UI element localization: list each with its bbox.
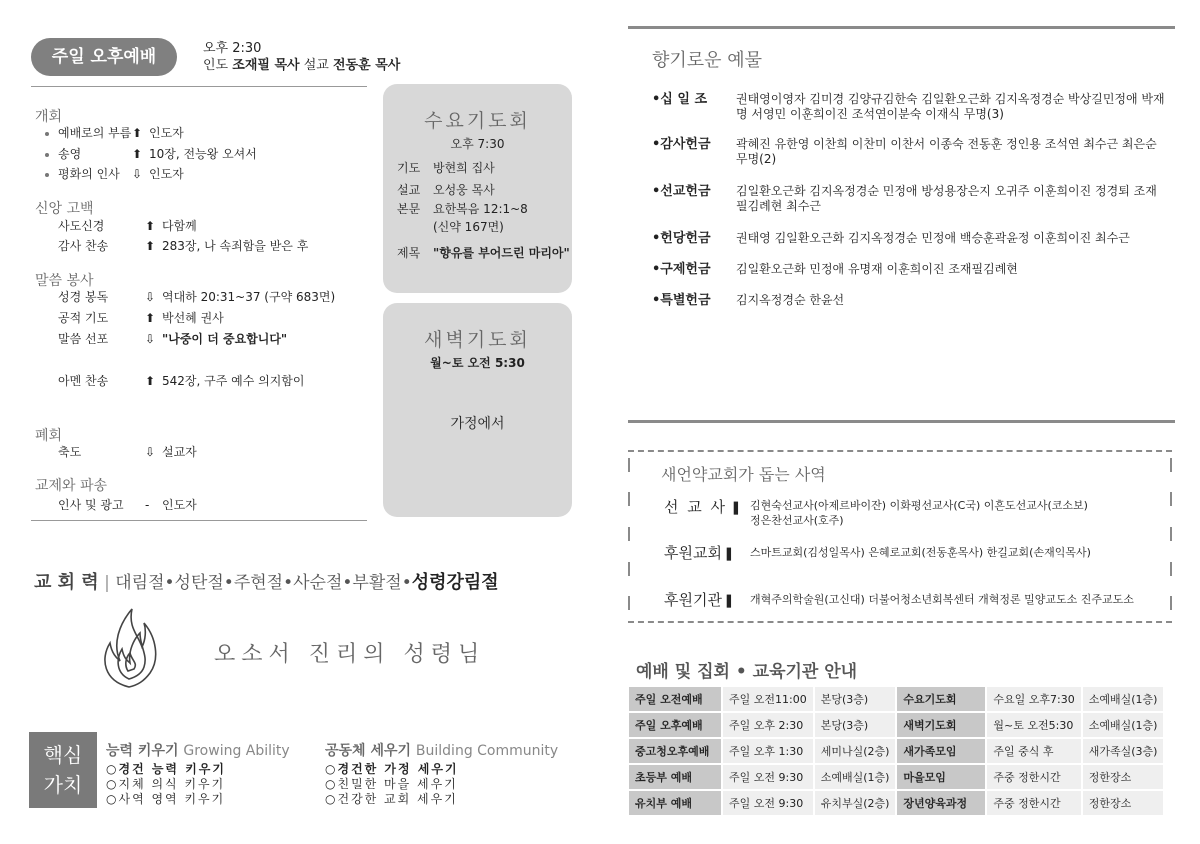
divider — [31, 520, 367, 521]
schedule-name: 마을모임 — [897, 765, 985, 789]
offering-row — [652, 293, 1172, 309]
divider-bar — [628, 420, 1175, 423]
item-label: 말씀 선포 — [58, 332, 109, 346]
offering-title: 향기로운 예물 — [652, 50, 763, 71]
box-time: 월~토 오전 5:30 — [430, 356, 525, 370]
order-item — [58, 310, 358, 326]
badge-line: 핵심 — [43, 743, 83, 767]
label: 제목 — [397, 246, 421, 260]
offering-names: 김지옥정경순 한윤선 — [736, 293, 845, 307]
box-time: 오후 7:30 — [450, 137, 505, 151]
label-text: 선 교 사 — [664, 498, 728, 516]
schedule-row — [629, 713, 1163, 737]
dashed-border-right — [1170, 527, 1172, 541]
schedule-name: 장년양육과정 — [897, 791, 985, 815]
calendar-label: 교 회 력 — [34, 572, 99, 593]
bullet-icon — [45, 153, 49, 157]
dashed-border-left — [628, 562, 630, 576]
sermon-label: 설교 — [303, 58, 329, 73]
schedule-cell: 주일 오전 9:30 — [723, 765, 813, 789]
value: "향유를 부어드린 마리아" — [433, 246, 570, 260]
service-info — [203, 40, 400, 74]
mission-label: 후원기관 ▌ — [664, 591, 736, 609]
bullet-icon — [45, 132, 49, 136]
sermon-name: 전동훈 목사 — [333, 58, 401, 73]
value-ability-list — [106, 762, 226, 807]
schedule-name: 초등부 예배 — [629, 765, 721, 789]
item-value: 인도자 — [149, 167, 184, 181]
order-item — [58, 497, 348, 513]
item-value: 인도자 — [149, 126, 184, 140]
schedule-cell: 정한장소 — [1083, 791, 1164, 815]
schedule-cell: 월~토 오전5:30 — [987, 713, 1080, 737]
value-item: ○건강한 교회 세우기 — [325, 792, 458, 806]
offering-names: 김일환오근화 김지옥정경순 민정애 방성용장은지 오귀주 이훈희이진 정경퇴 조재필김례현 최수근 — [736, 184, 1157, 213]
offering-names: 권태영이영자 김미경 김양규김한숙 김일환오근화 김지옥정경순 박상길민정애 박재명 서영민 이훈희이진 조석연이분숙 이재식 무명(3) — [736, 92, 1165, 121]
schedule-row — [629, 687, 1163, 711]
item-label: 송영 — [58, 147, 82, 161]
item-value: 인도자 — [162, 498, 197, 512]
item-label: 감사 찬송 — [58, 239, 109, 253]
value-ability-title — [106, 740, 290, 760]
offering-names: 김일환오근화 민정애 유명재 이훈희이진 조재필김례현 — [736, 262, 1018, 276]
label: 본문 — [397, 202, 421, 216]
item-label: 축도 — [58, 445, 82, 459]
core-values-badge — [29, 732, 97, 808]
dashed-border-left — [628, 527, 630, 541]
stand-icon: ⬆ — [145, 239, 156, 253]
schedule-cell: 소예배실(1층) — [1083, 687, 1164, 711]
value-item: ○경건 능력 키우기 — [106, 762, 226, 776]
dashed-border-right — [1170, 458, 1172, 472]
offering-label: •선교헌금 — [652, 184, 711, 199]
title-en: Growing Ability — [183, 743, 290, 759]
order-item — [58, 444, 348, 460]
value-item: ○경건한 가정 세우기 — [325, 762, 459, 776]
offering-label: •구제헌금 — [652, 262, 711, 277]
schedule-name: 유치부 예배 — [629, 791, 721, 815]
order-item — [58, 289, 358, 305]
lead-name: 조재필 목사 — [232, 58, 300, 73]
dashed-border-bottom — [628, 621, 1172, 623]
label: 설교 — [397, 183, 421, 197]
schedule-name: 새벽기도회 — [897, 713, 985, 737]
badge-line: 가치 — [43, 773, 83, 797]
dash: - — [145, 498, 150, 512]
offering-row — [652, 231, 1172, 247]
missionary-list: 정은찬선교사(호주) — [750, 514, 844, 527]
item-value: 역대하 20:31~37 (구약 683면) — [162, 290, 336, 304]
stand-icon: ⬆ — [145, 374, 156, 388]
schedule-cell: 주일 오후 1:30 — [723, 739, 813, 763]
schedule-cell: 정한장소 — [1083, 765, 1164, 789]
item-label: 사도신경 — [58, 219, 105, 233]
item-label: 공적 기도 — [58, 311, 109, 325]
offering-row — [652, 92, 1172, 124]
schedule-name: 수요기도회 — [897, 687, 985, 711]
schedule-cell: 주일 오전11:00 — [723, 687, 813, 711]
wednesday-prayer-box — [383, 84, 572, 293]
dashed-border-left — [628, 596, 630, 610]
section-opening: 개회 — [35, 109, 63, 125]
offering-label: •감사헌금 — [652, 137, 711, 152]
box-title: 수요기도회 — [424, 110, 531, 132]
section-fellowship: 교제와 파송 — [35, 478, 108, 494]
value-item: ○사역 영역 키우기 — [106, 792, 226, 806]
section-closing: 폐회 — [35, 428, 63, 444]
schedule-cell: 유치부실(2층) — [815, 791, 896, 815]
item-label: 평화의 인사 — [58, 167, 120, 181]
sit-icon: ⇩ — [132, 167, 143, 181]
offering-label: •특별헌금 — [652, 293, 711, 308]
item-value: 10장, 전능왕 오셔서 — [149, 147, 257, 161]
calendar-subtitle: 오소서 진리의 성령님 — [214, 642, 486, 667]
sit-icon: ⇩ — [145, 290, 156, 304]
sit-icon: ⇩ — [145, 332, 156, 346]
dashed-border-left — [628, 492, 630, 506]
schedule-row — [629, 739, 1163, 763]
schedule-name: 중고청오후예배 — [629, 739, 721, 763]
order-item — [45, 166, 345, 182]
item-label: 인사 및 광고 — [58, 498, 124, 512]
dawn-prayer-box — [383, 303, 572, 517]
stand-icon: ⬆ — [145, 311, 156, 325]
dashed-border-left — [628, 458, 630, 472]
order-item — [45, 146, 345, 162]
schedule-title: 예배 및 집회 • 교육기관 안내 — [636, 662, 858, 682]
order-item — [58, 373, 358, 389]
schedule-cell: 주일 오전 9:30 — [723, 791, 813, 815]
schedule-cell: 세미나실(2층) — [815, 739, 896, 763]
flame-icon — [94, 603, 164, 691]
box-title: 새벽기도회 — [424, 329, 531, 351]
church-calendar: 교 회 력 | 대림절•성탄절•주현절•사순절•부활절•성령강림절 — [34, 572, 499, 593]
schedule-cell: 주중 정한시간 — [987, 791, 1080, 815]
schedule-cell: 수요일 오후7:30 — [987, 687, 1080, 711]
schedule-table — [627, 685, 1165, 817]
schedule-row — [629, 765, 1163, 789]
missionary-list: 김현숙선교사(아제르바이잔) 이화평선교사(C국) 이흔도선교사(코소보) — [750, 499, 1088, 512]
value-item: ○지체 의식 키우기 — [106, 777, 226, 791]
schedule-cell: 본당(3층) — [815, 687, 896, 711]
order-item — [58, 218, 348, 234]
stand-icon: ⬆ — [132, 126, 143, 140]
dashed-border-right — [1170, 596, 1172, 610]
offering-names: 곽혜진 유한영 이찬희 이찬미 이찬서 이종숙 전동훈 정인용 조석연 최수근 최은순 무명(2) — [736, 137, 1157, 166]
schedule-cell: 새가족실(3층) — [1083, 739, 1164, 763]
section-confession: 신앙 고백 — [35, 201, 94, 217]
item-value: 다함께 — [162, 219, 197, 233]
divider-bar — [628, 26, 1175, 29]
title-ko: 능력 키우기 — [106, 743, 179, 759]
value: (신약 167면) — [433, 220, 504, 234]
item-value: 283장, 나 속죄함을 받은 후 — [162, 239, 309, 253]
item-label: 성경 봉독 — [58, 290, 109, 304]
mission-text — [750, 498, 1088, 528]
schedule-row — [629, 791, 1163, 815]
offering-row — [652, 184, 1172, 216]
value: 방현희 집사 — [433, 161, 495, 175]
stand-icon: ⬆ — [145, 219, 156, 233]
schedule-cell: 소예배실(1층) — [1083, 713, 1164, 737]
offering-label: •십 일 조 — [652, 92, 708, 107]
mission-label: 후원교회 ▌ — [664, 544, 736, 562]
order-item — [45, 125, 345, 141]
divider — [31, 86, 367, 87]
offering-row — [652, 137, 1172, 169]
current-season: 성령강림절 — [411, 572, 499, 593]
item-label: 아멘 찬송 — [58, 374, 109, 388]
value-community-list — [325, 762, 459, 807]
stand-icon: ⬆ — [132, 147, 143, 161]
value: 오성웅 목사 — [433, 183, 495, 197]
sit-icon: ⇩ — [145, 445, 156, 459]
offering-names: 권태영 김일환오근화 김지옥정경순 민정애 백승훈곽윤정 이훈희이진 최수근 — [736, 231, 1130, 245]
label: 기도 — [397, 161, 421, 175]
value-item: ○친밀한 마을 세우기 — [325, 777, 458, 791]
dashed-border-right — [1170, 492, 1172, 506]
order-item — [58, 331, 358, 347]
bullet-icon — [45, 173, 49, 177]
calendar-seasons: 대림절•성탄절•주현절•사순절•부활절• — [115, 573, 412, 593]
title-en: Building Community — [415, 743, 559, 759]
order-item — [58, 238, 348, 254]
mission-title: 새언약교회가 돕는 사역 — [661, 465, 826, 484]
value: 요한복음 12:1~8 — [433, 202, 528, 216]
service-time: 오후 2:30 — [203, 41, 262, 56]
schedule-cell: 주일 오후 2:30 — [723, 713, 813, 737]
mission-text: 스마트교회(김성일목사) 은혜로교회(전동훈목사) 한길교회(손재익목사) — [750, 546, 1091, 559]
dashed-border-right — [1170, 562, 1172, 576]
section-word: 말씀 봉사 — [35, 273, 94, 289]
schedule-cell: 본당(3층) — [815, 713, 896, 737]
sermon-title: "나중이 더 중요합니다" — [162, 332, 288, 346]
schedule-cell: 주일 중식 후 — [987, 739, 1080, 763]
item-value: 542장, 구주 예수 의지함이 — [162, 374, 305, 388]
offering-label: •헌당헌금 — [652, 231, 711, 246]
schedule-name: 주일 오후예배 — [629, 713, 721, 737]
offering-row — [652, 262, 1172, 278]
value-community-title — [325, 740, 558, 760]
schedule-cell: 주중 정한시간 — [987, 765, 1080, 789]
box-note: 가정에서 — [450, 416, 505, 432]
dashed-border-top — [628, 450, 1172, 452]
schedule-cell: 소예배실(1층) — [815, 765, 896, 789]
item-value: 설교자 — [162, 445, 197, 459]
lead-label: 인도 — [203, 58, 229, 73]
mission-text: 개혁주의학술원(고신대) 더불어청소년회복센터 개혁정론 밀양교도소 진주교도소 — [750, 593, 1134, 606]
service-title-pill: 주일 오후예배 — [31, 38, 177, 76]
schedule-name: 새가족모임 — [897, 739, 985, 763]
mission-label: 선 교 사 ▌ — [664, 498, 745, 516]
item-value: 박선혜 권사 — [162, 311, 224, 325]
label-text: 후원교회 — [664, 544, 722, 562]
schedule-name: 주일 오전예배 — [629, 687, 721, 711]
label-text: 후원기관 — [664, 591, 722, 609]
title-ko: 공동체 세우기 — [325, 743, 412, 759]
item-label: 예배로의 부름 — [58, 126, 132, 140]
